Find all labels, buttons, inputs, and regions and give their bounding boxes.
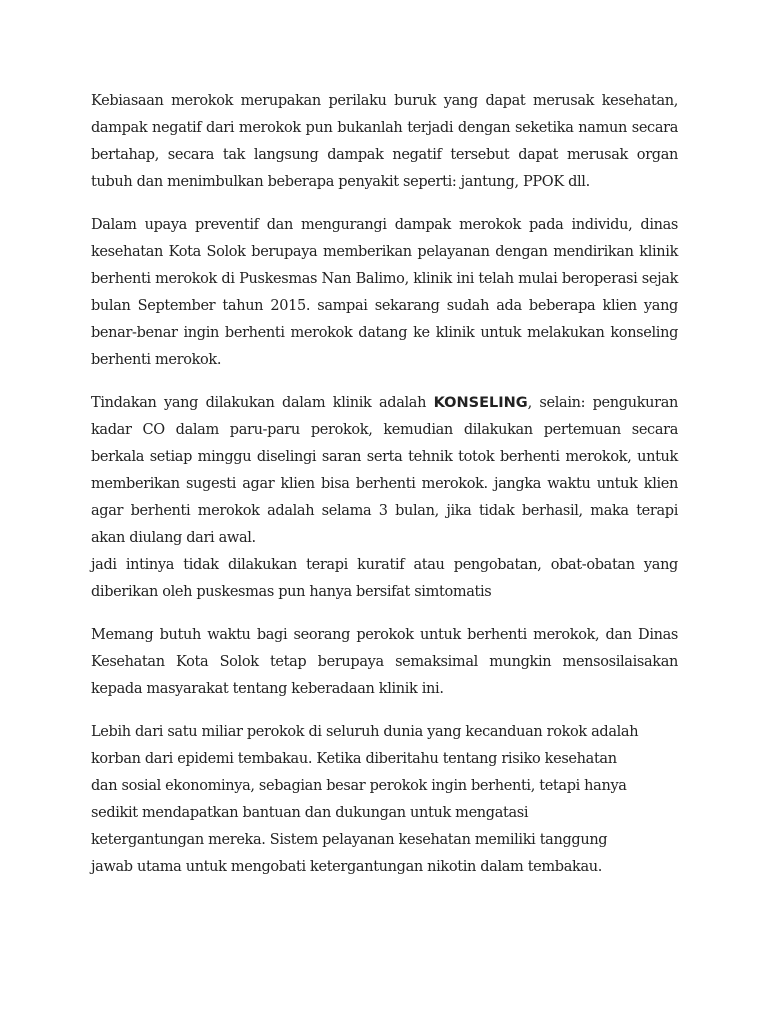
paragraph-line: ketergantungan mereka. Sistem pelayanan kesehatan memiliki tanggung: [91, 832, 608, 848]
paragraph-line: korban dari epidemi tembakau. Ketika diberitahu tentang risiko kesehatan: [91, 751, 617, 767]
paragraph-global-smokers: [91, 719, 678, 881]
paragraph-smoking-habit: Kebiasaan merokok merupakan perilaku buruk yang dapat merusak kesehatan, dampak negatif dari merokok pun bukanlah terjadi dengan seketika namun secara bertahap, secara tak langsung dampak negatif tersebut dapat merusak organ tubuh dan menimbulkan beberapa penyakit seperti: jantung, PPOK dll.: [91, 93, 678, 190]
paragraph-preventive-clinic: Dalam upaya preventif dan mengurangi dampak merokok pada individu, dinas kesehatan Kota Solok berupaya memberikan pelayanan dengan mendirikan klinik berhenti merokok di Puskesmas Nan Balimo, klinik ini telah mulai beroperasi sejak bulan September tahun 2015. sampai sekarang sudah ada beberapa klien yang benar-benar ingin berhenti merokok datang ke klinik untuk melakukan konseling berhenti merokok.: [91, 217, 678, 368]
document-page: [91, 88, 678, 897]
paragraph-line: sedikit mendapatkan bantuan dan dukungan untuk mengatasi: [91, 805, 529, 821]
konseling-emphasis: KONSELING: [433, 395, 528, 411]
paragraph-line: dan sosial ekonominya, sebagian besar perokok ingin berhenti, tetapi hanya: [91, 778, 627, 794]
clinic-actions-rest: , selain: pengukuran kadar CO dalam paru-paru perokok, kemudian dilakukan pertemuan secara berkala setiap minggu diselingi saran serta tehnik totok berhenti merokok, untuk memberikan sugesti agar klien bisa berhenti merokok. jangka waktu untuk klien agar berhenti merokok adalah selama 3 bulan, jika tidak berhasil, maka terapi akan diulang dari awal.: [91, 395, 678, 546]
clinic-actions-intro: Tindakan yang dilakukan dalam klinik adalah: [91, 395, 434, 411]
paragraph-socialization: Memang butuh waktu bagi seorang perokok untuk berhenti merokok, dan Dinas Kesehatan Kota Solok tetap berupaya semaksimal mungkin mensosilaisakan kepada masyarakat tentang keberadaan klinik ini.: [91, 627, 678, 697]
paragraph-line: Lebih dari satu miliar perokok di seluruh dunia yang kecanduan rokok adalah: [91, 724, 639, 740]
paragraph-line: jawab utama untuk mengobati ketergantungan nikotin dalam tembakau.: [91, 859, 603, 875]
paragraph-therapy-note: jadi intinya tidak dilakukan terapi kuratif atau pengobatan, obat-obatan yang diberikan oleh puskesmas pun hanya bersifat simtomatis: [91, 557, 678, 600]
paragraph-clinic-actions: [91, 390, 678, 552]
